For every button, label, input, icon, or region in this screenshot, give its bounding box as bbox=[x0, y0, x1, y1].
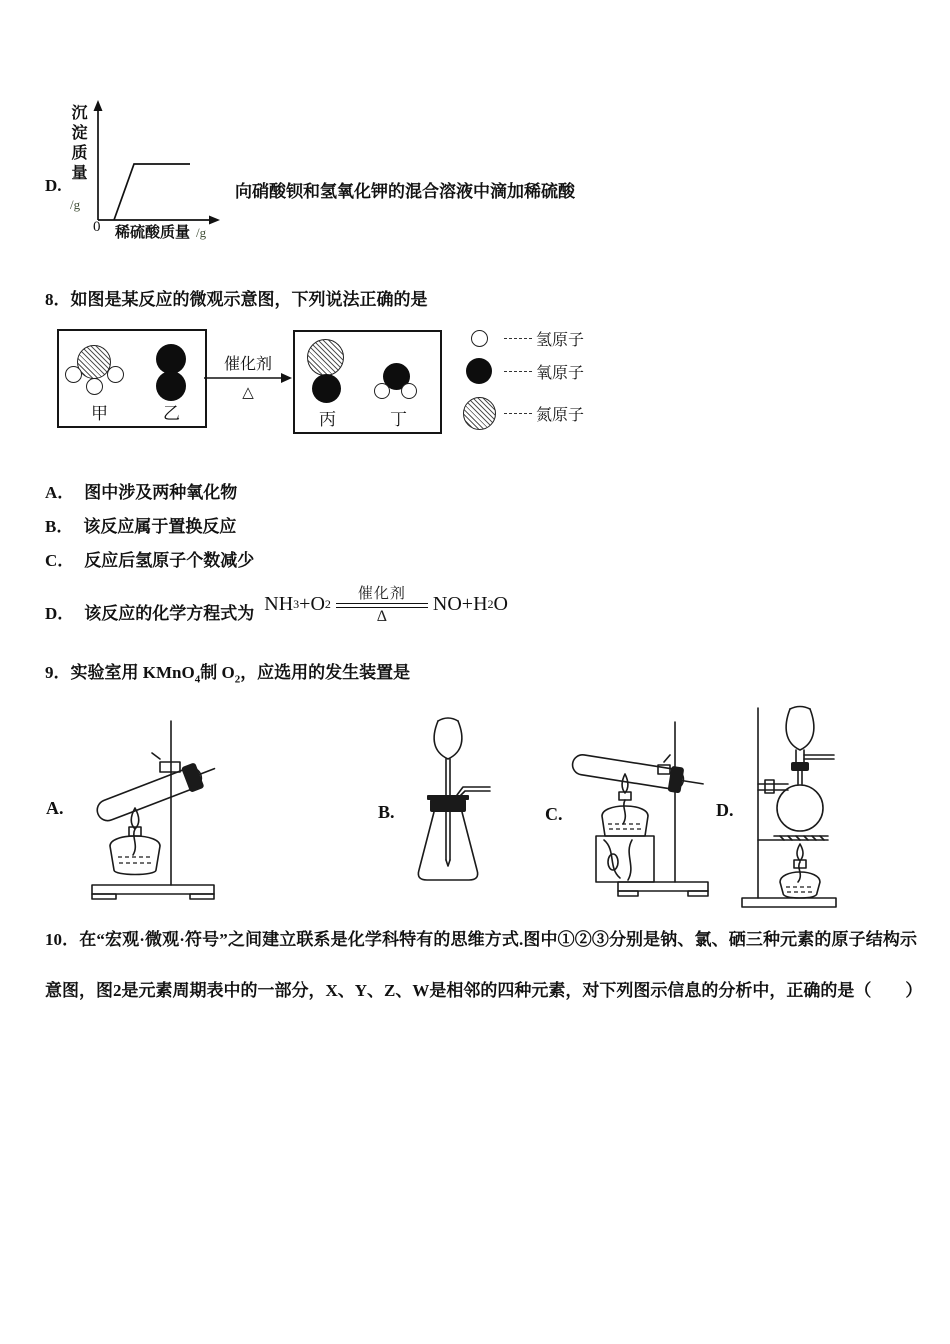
question-9-stem: 9．实验室用 KMnO$_4$制 $O_2$，应选用的发生装置是 bbox=[45, 663, 411, 686]
graph-curve bbox=[114, 164, 190, 220]
option-d-caption: 向硝酸钡和氢氧化钾的混合溶液中滴加稀硫酸 bbox=[235, 182, 575, 201]
precipitate-mass-graph bbox=[88, 100, 222, 228]
legend-nitrogen bbox=[460, 397, 584, 430]
apparatus-d-flask-stand bbox=[738, 700, 843, 912]
nitrogen-atom-icon bbox=[463, 397, 496, 430]
legend-hydrogen bbox=[460, 327, 584, 350]
legend-dash bbox=[504, 338, 532, 339]
apparatus-row bbox=[0, 700, 950, 912]
reactant-box bbox=[57, 329, 207, 428]
y-axis-arrow bbox=[94, 100, 103, 111]
hydrogen-atom bbox=[107, 366, 124, 383]
chemical-equation: NH 3 +O 2 催化剂 Δ NO+H 2 O bbox=[264, 582, 508, 626]
hydrogen-atom-icon bbox=[471, 330, 488, 347]
hydrogen-atom bbox=[401, 383, 417, 399]
apparatus-c-label: C. bbox=[545, 804, 563, 824]
hydrogen-atom bbox=[65, 366, 82, 383]
thistle-funnel bbox=[438, 718, 458, 721]
test-tube bbox=[571, 750, 705, 796]
graph-y-axis-label: 沉淀质量 bbox=[69, 104, 86, 184]
option-text: 图中涉及两种氧化物 bbox=[84, 483, 238, 502]
nitrogen-atom bbox=[77, 345, 111, 379]
option-letter-and-text: D． 该反应的化学方程式为 bbox=[45, 603, 255, 623]
molecule-bing-label: 丙 bbox=[319, 410, 336, 429]
test-tube bbox=[93, 756, 219, 826]
flame bbox=[797, 844, 803, 861]
molecule-ding-label: 丁 bbox=[390, 410, 407, 429]
stopcock bbox=[791, 762, 809, 771]
graph-x-axis-label: 稀硫酸质量 bbox=[115, 225, 191, 241]
apparatus-b-label: B. bbox=[378, 802, 395, 822]
oxygen-atom bbox=[156, 371, 186, 401]
molecule-jia-label: 甲 bbox=[91, 404, 108, 423]
graph-x-axis-unit: /g bbox=[196, 225, 207, 240]
q8-option-b bbox=[45, 512, 236, 537]
legend-dash bbox=[504, 413, 532, 414]
separating-funnel bbox=[790, 707, 810, 710]
legend-label: 氢原子 bbox=[536, 332, 585, 349]
option-letter: B． bbox=[45, 517, 74, 536]
hydrogen-atom bbox=[86, 378, 103, 395]
reaction-micro-diagram bbox=[55, 325, 895, 437]
wood-block bbox=[596, 836, 654, 882]
apparatus-d-label: D. bbox=[716, 800, 734, 820]
graph-y-axis-unit: /g bbox=[70, 197, 81, 212]
molecule-yi-label: 乙 bbox=[163, 404, 180, 423]
arrow-condition-bottom: △ bbox=[242, 385, 254, 401]
legend-oxygen bbox=[460, 358, 584, 384]
equation-condition: 催化剂 Δ bbox=[336, 582, 428, 626]
nitrogen-atom bbox=[307, 339, 344, 376]
q8-option-c bbox=[45, 546, 254, 571]
option-letter: C． bbox=[45, 551, 75, 570]
oxygen-atom bbox=[312, 374, 341, 403]
oxygen-atom-icon bbox=[466, 358, 492, 384]
oxygen-atom bbox=[156, 344, 186, 374]
apparatus-a-label: A. bbox=[46, 798, 64, 818]
option-d-letter: D. bbox=[45, 176, 62, 195]
q8-option-d bbox=[45, 572, 508, 636]
flame bbox=[622, 774, 628, 793]
apparatus-b-flask-generator bbox=[400, 712, 500, 892]
hydrogen-atom bbox=[374, 383, 390, 399]
legend-label: 氮原子 bbox=[536, 407, 585, 424]
arrow-condition-top: 催化剂 bbox=[223, 356, 272, 373]
round-flask bbox=[777, 785, 823, 831]
legend-dash bbox=[504, 371, 532, 372]
apparatus-c-test-tube-stand bbox=[568, 710, 713, 900]
question-8-stem: 8．如图是某反应的微观示意图，下列说法正确的是 bbox=[45, 290, 428, 309]
graph-origin: 0 bbox=[93, 219, 101, 235]
option-letter: A． bbox=[45, 483, 75, 502]
conical-flask bbox=[418, 812, 477, 880]
legend-label: 氧原子 bbox=[536, 364, 585, 382]
product-box bbox=[293, 330, 442, 434]
option-text: 反应后氢原子个数减少 bbox=[84, 551, 255, 570]
x-axis-arrow bbox=[209, 216, 220, 225]
q8-option-a bbox=[45, 478, 237, 503]
option-text: 该反应属于置换反应 bbox=[83, 517, 237, 536]
question-10-stem: 10．在“宏观·微观·符号”之间建立联系是化学科特有的思维方式.图中①②③分别是钠、氯、硒三种元素的原子结构示意图，图2是元素周期表中的一部分，X、Y、Z、W是相邻的四种元素，对下列图示信息的分析中，正确的是（ ） bbox=[45, 930, 923, 1000]
apparatus-a-test-tube-stand bbox=[76, 705, 226, 901]
